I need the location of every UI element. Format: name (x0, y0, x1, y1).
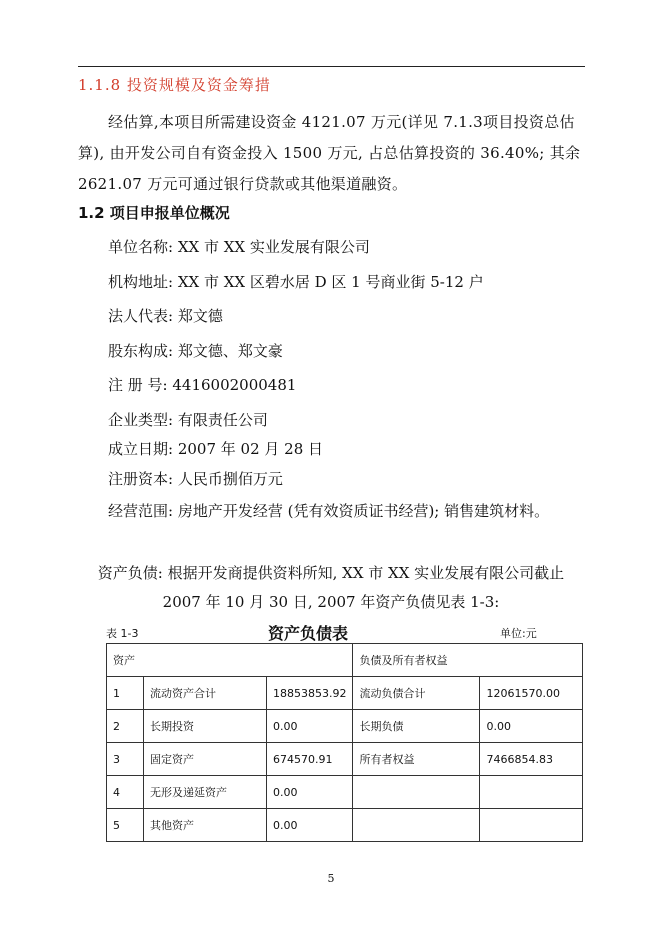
liability-value: 0.00 (480, 710, 583, 743)
row-number: 2 (107, 710, 144, 743)
liability-name (353, 809, 480, 842)
balance-intro-line-1: 资产负债: 根据开发商提供资料所知, XX 市 XX 实业发展有限公司截止 (97, 564, 565, 582)
asset-value: 0.00 (267, 710, 353, 743)
asset-name: 长期投资 (144, 710, 267, 743)
section-heading-2: 1.2 项目申报单位概况 (78, 204, 230, 222)
liability-value (480, 776, 583, 809)
asset-name: 其他资产 (144, 809, 267, 842)
table-unit: 单位:元 (500, 627, 537, 640)
asset-value: 674570.91 (267, 743, 353, 776)
info-reg-number: 注 册 号: 4416002000481 (108, 376, 297, 394)
info-company-type: 企业类型: 有限责任公司 (108, 411, 268, 429)
paragraph-line-3: 2621.07 万元可通过银行贷款或其他渠道融资。 (78, 175, 408, 193)
info-business-scope: 经营范围: 房地产开发经营 (凭有效资质证书经营); 销售建筑材料。 (108, 502, 550, 520)
table-row (107, 710, 583, 743)
asset-name: 流动资产合计 (144, 677, 267, 710)
table-title: 资产负债表 (268, 624, 349, 643)
table-row (107, 677, 583, 710)
balance-intro-line-2: 2007 年 10 月 30 日, 2007 年资产负债见表 1-3: (162, 593, 500, 611)
page-number: 5 (327, 872, 335, 885)
asset-value: 18853853.92 (267, 677, 353, 710)
liability-value: 12061570.00 (480, 677, 583, 710)
paragraph-line-2: 算), 由开发公司自有资金投入 1500 万元, 占总估算投资的 36.40%; 其余 (78, 144, 581, 162)
liability-name: 流动负债合计 (353, 677, 480, 710)
liability-name (353, 776, 480, 809)
liability-name: 所有者权益 (353, 743, 480, 776)
row-number: 1 (107, 677, 144, 710)
asset-value: 0.00 (267, 809, 353, 842)
section-heading: 1.1.8 投资规模及资金筹措 (78, 76, 271, 94)
table-head-liabilities: 负债及所有者权益 (353, 644, 583, 677)
asset-value: 0.00 (267, 776, 353, 809)
liability-name: 长期负债 (353, 710, 480, 743)
table-row (107, 776, 583, 809)
asset-name: 固定资产 (144, 743, 267, 776)
info-reg-capital: 注册资本: 人民币捌佰万元 (108, 470, 283, 488)
info-company-name: 单位名称: XX 市 XX 实业发展有限公司 (108, 238, 370, 256)
info-shareholders: 股东构成: 郑文德、郑文豪 (108, 342, 283, 360)
asset-name: 无形及递延资产 (144, 776, 267, 809)
liability-value: 7466854.83 (480, 743, 583, 776)
paragraph-line-1: 经估算,本项目所需建设资金 4121.07 万元(详见 7.1.3项目投资总估 (108, 113, 575, 131)
table-row (107, 743, 583, 776)
table-head-assets: 资产 (107, 644, 353, 677)
table-header-row (107, 644, 583, 677)
header-rule (78, 66, 585, 67)
info-founded-date: 成立日期: 2007 年 02 月 28 日 (108, 440, 324, 458)
row-number: 5 (107, 809, 144, 842)
info-legal-rep: 法人代表: 郑文德 (108, 307, 223, 325)
table-label: 表 1-3 (106, 627, 139, 640)
info-address: 机构地址: XX 市 XX 区碧水居 D 区 1 号商业街 5-12 户 (108, 273, 484, 291)
balance-sheet-table (106, 643, 583, 842)
row-number: 4 (107, 776, 144, 809)
table-row (107, 809, 583, 842)
liability-value (480, 809, 583, 842)
row-number: 3 (107, 743, 144, 776)
